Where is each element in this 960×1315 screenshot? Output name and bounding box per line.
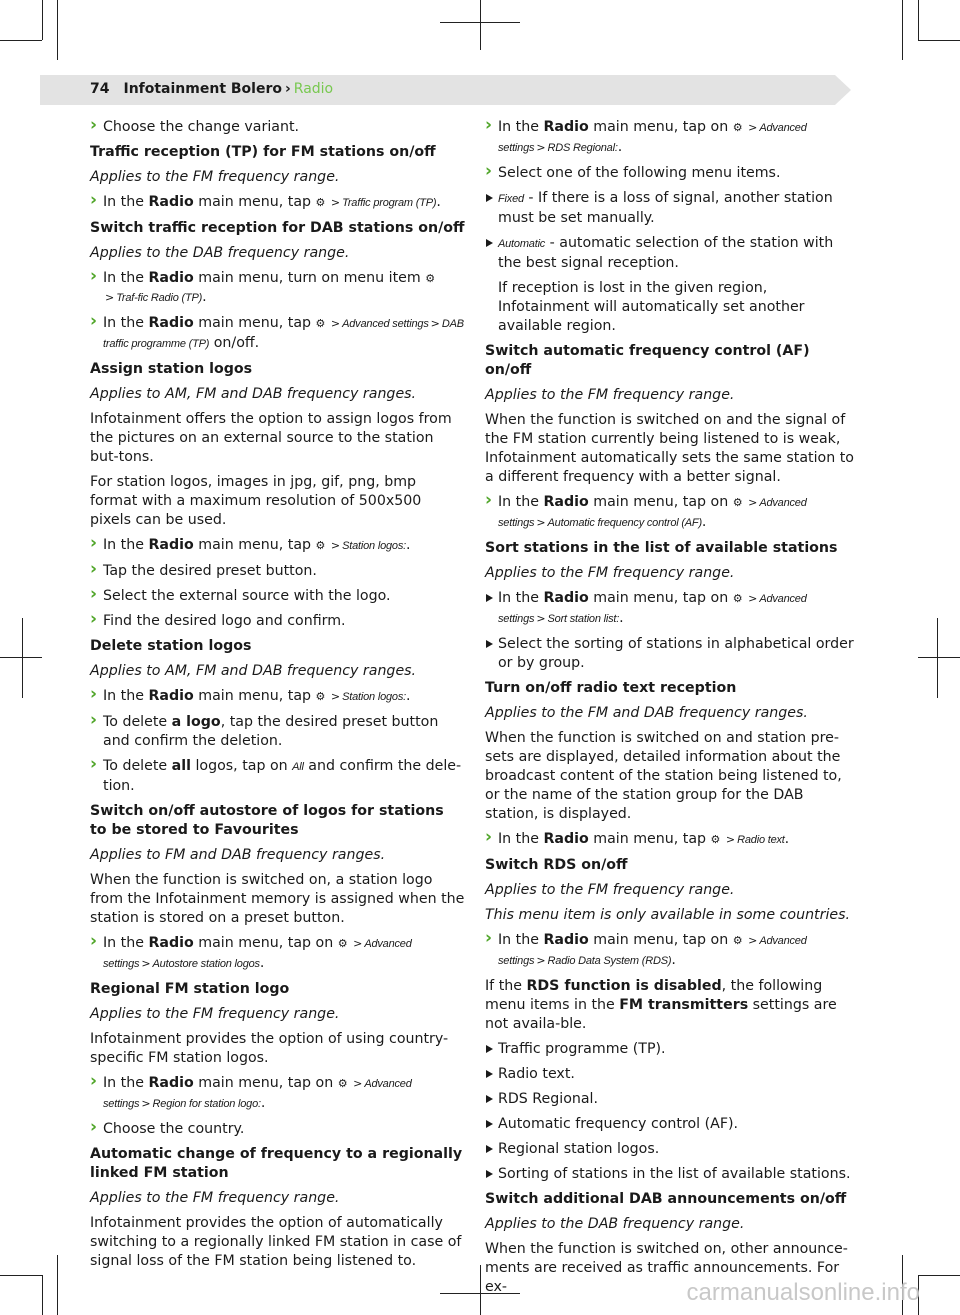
text-run: . [617, 139, 623, 155]
gear-icon: ⚙ [315, 690, 329, 703]
text-run: Find the desired logo and confirm. [103, 613, 346, 629]
applies-note [90, 385, 465, 404]
section-title: Infotainment Bolero [123, 81, 282, 97]
menu-item-label: Advanced settings [103, 1078, 412, 1110]
text-run: Applies to the FM frequency range. [485, 882, 735, 898]
text-run: Choose the country. [103, 1121, 245, 1137]
bold-term: Radio [543, 932, 589, 948]
menu-item-label: Advanced settings [342, 318, 429, 330]
text-run: . [202, 289, 207, 305]
section-heading [90, 360, 465, 379]
paragraph [90, 871, 465, 928]
text-run: , the following menu items in the [485, 978, 823, 1013]
text-run: If the [485, 978, 527, 994]
section-heading [90, 802, 465, 840]
gear-icon: ⚙ [315, 196, 329, 209]
applies-note [485, 564, 860, 583]
bold-term: Radio [543, 831, 589, 847]
text-run: . [619, 610, 624, 626]
bullet-item [485, 1040, 860, 1059]
paragraph [90, 410, 465, 467]
bold-term: all [171, 758, 191, 774]
right-column [485, 118, 860, 1303]
menu-item-label: Automatic frequency control (AF) [547, 517, 702, 529]
crop-mark [0, 40, 42, 41]
instruction-step [90, 269, 465, 308]
text-run: Applies to AM, FM and DAB frequency ranges. [90, 663, 417, 679]
text-run: main menu, tap [193, 537, 316, 553]
text-run: In the [103, 194, 149, 210]
instruction-step [90, 757, 465, 796]
running-header [90, 81, 333, 97]
text-run: Automatic frequency control (AF). [498, 1116, 739, 1132]
menu-item-label: Advanced settings [498, 593, 807, 625]
crop-mark [57, 0, 58, 60]
applies-note [90, 662, 465, 681]
text-run: Applies to AM, FM and DAB frequency ranges. [90, 386, 417, 402]
applies-note [90, 244, 465, 263]
bold-term: Radio [148, 270, 194, 286]
text-run: main menu, tap on [588, 119, 733, 135]
crop-mark [42, 0, 43, 40]
crop-mark [440, 22, 520, 23]
text-run: Regional station logos. [498, 1141, 660, 1157]
breadcrumb-separator: › [285, 81, 291, 97]
section-heading [485, 856, 860, 875]
text-run: Turn on/off radio text reception [485, 680, 737, 696]
bullet-item [485, 635, 860, 673]
menu-item-label: Automatic [498, 238, 546, 250]
instruction-step [485, 493, 860, 533]
menu-item-label: Station logos: [342, 540, 406, 552]
menu-arrow-icon: > [748, 934, 758, 947]
watermark: carmanualsonline.info [686, 1279, 920, 1306]
bold-term: Radio [543, 494, 589, 510]
gear-icon: ⚙ [732, 496, 747, 509]
instruction-step [90, 118, 465, 137]
menu-arrow-icon: > [141, 957, 151, 970]
section-heading [485, 1190, 860, 1209]
applies-note [90, 168, 465, 187]
text-run: Switch additional DAB announcements on/off [485, 1191, 847, 1207]
text-run: main menu, tap on [588, 590, 733, 606]
menu-arrow-icon: > [748, 121, 758, 134]
text-run: . [259, 955, 265, 971]
text-run: Infotainment offers the option to assign logos from the pictures on an external source to the station but-tons. [90, 411, 452, 465]
crop-mark [22, 618, 23, 698]
text-run: To delete [103, 758, 172, 774]
bold-term: RDS function is disabled [526, 978, 722, 994]
bullet-item [485, 234, 860, 273]
section-heading [485, 679, 860, 698]
text-run: main menu, tap on [588, 932, 733, 948]
menu-arrow-icon: > [725, 833, 736, 846]
text-run: Applies to the FM frequency range. [90, 1006, 340, 1022]
section-heading [90, 1145, 465, 1183]
text-run: When the function is switched on and station pre-sets are displayed, detailed information about the broadcast content of the station being listened to, or the name of the station group for the DAB station, is displayed. [485, 730, 842, 822]
menu-item-label: DAB traffic programme (TP) [103, 318, 464, 350]
paragraph [485, 729, 860, 824]
text-run: . [671, 952, 676, 968]
left-column [90, 118, 465, 1277]
instruction-step [485, 931, 860, 971]
bold-term: Radio [148, 537, 194, 553]
text-run: . [405, 537, 411, 553]
applies-note [485, 881, 860, 900]
gear-icon: ⚙ [337, 1077, 352, 1090]
text-run: Switch on/off autostore of logos for stations to be stored to Favourites [90, 803, 444, 838]
menu-item-label: Traf-fic Radio (TP) [116, 292, 203, 304]
section-heading [485, 539, 860, 558]
crop-mark [937, 618, 938, 698]
text-run: . [260, 1095, 266, 1111]
text-run: Infotainment provides the option of automatically switching to a regionally linked FM station in case of signal loss of the FM station being listened to. [90, 1215, 462, 1269]
crop-mark [480, 0, 481, 50]
applies-note [90, 846, 465, 865]
menu-arrow-icon: > [536, 516, 546, 529]
text-run: logos, tap on [190, 758, 293, 774]
crop-mark [57, 1255, 58, 1315]
menu-item-label: Radio Data System (RDS) [547, 955, 672, 967]
text-run: main menu, tap [193, 315, 316, 331]
text-run: This menu item is only available in some countries. [485, 907, 851, 923]
text-run: Traffic reception (TP) for FM stations on/off [90, 144, 436, 160]
text-run: . [405, 688, 411, 704]
crop-mark [0, 1275, 42, 1276]
text-run: . [436, 194, 441, 210]
applies-note [485, 704, 860, 723]
gear-icon: ⚙ [315, 539, 329, 552]
bullet-item [485, 189, 860, 228]
text-run: Regional FM station logo [90, 981, 290, 997]
menu-arrow-icon: > [536, 141, 546, 154]
section-heading [485, 342, 860, 380]
text-run: Switch automatic frequency control (AF) on/off [485, 343, 810, 378]
indented-note [485, 279, 860, 336]
text-run: main menu, tap [588, 831, 711, 847]
text-run: Select one of the following menu items. [498, 165, 781, 181]
menu-arrow-icon: > [330, 690, 341, 703]
menu-item-label: Fixed [498, 193, 524, 205]
applies-note [485, 386, 860, 405]
text-run: RDS Regional. [498, 1091, 599, 1107]
menu-arrow-icon: > [141, 1097, 151, 1110]
paragraph [90, 473, 465, 530]
applies-note [485, 1215, 860, 1234]
text-run: Delete station logos [90, 638, 252, 654]
text-run: . [784, 831, 790, 847]
menu-item-label: Advanced settings [498, 497, 807, 529]
bold-term: FM transmitters [619, 997, 749, 1013]
instruction-step [485, 830, 860, 850]
text-run: For station logos, images in jpg, gif, png, bmp format with a maximum resolution of 500x500 pixels can be used. [90, 474, 422, 528]
bullet-item [485, 1165, 860, 1184]
text-run: Applies to the FM frequency range. [485, 565, 735, 581]
applies-note [90, 1005, 465, 1024]
text-run: Traffic programme (TP). [498, 1041, 666, 1057]
text-run: , tap the desired preset button and confirm the deletion. [103, 714, 439, 749]
section-heading [90, 219, 465, 238]
text-run: Sorting of stations in the list of available stations. [498, 1166, 851, 1182]
text-run: main menu, tap [193, 194, 316, 210]
crop-mark [0, 657, 42, 658]
text-run: main menu, turn on menu item [193, 270, 426, 286]
instruction-step [485, 118, 860, 158]
text-run: main menu, tap on [193, 935, 338, 951]
text-run: When the function is switched on, a station logo from the Infotainment memory is assigned when the station is stored on a preset button. [90, 872, 465, 926]
text-run: Select the sorting of stations in alphabetical order or by group. [498, 636, 854, 671]
text-run: In the [498, 494, 544, 510]
text-run: In the [498, 831, 544, 847]
menu-item-label: Traffic program (TP) [342, 197, 437, 209]
text-run: Assign station logos [90, 361, 253, 377]
paragraph [90, 1030, 465, 1068]
text-run: In the [103, 688, 149, 704]
bold-term: Radio [543, 119, 589, 135]
text-run: Tap the desired preset button. [103, 563, 317, 579]
crop-mark [918, 657, 960, 658]
crop-mark [42, 1275, 43, 1315]
bold-term: Radio [148, 688, 194, 704]
menu-item-label: Station logos: [342, 691, 406, 703]
menu-item-label: Autostore station logos [152, 958, 260, 970]
text-run: In the [498, 119, 544, 135]
text-run: Applies to the DAB frequency range. [90, 245, 350, 261]
text-run: In the [498, 932, 544, 948]
instruction-step [90, 587, 465, 606]
text-run: When the function is switched on and the signal of the FM station currently being listened to is weak, Infotainment automatically sets the same station to a different frequency with a better signal. [485, 412, 854, 485]
gear-icon: ⚙ [732, 934, 747, 947]
applies-note [90, 1189, 465, 1208]
bullet-item [485, 1065, 860, 1084]
text-run: Choose the change variant. [103, 119, 300, 135]
menu-arrow-icon: > [430, 317, 440, 330]
text-run: If reception is lost in the given region, Infotainment will automatically set another available region. [498, 280, 805, 334]
instruction-step [90, 687, 465, 707]
instruction-step [90, 536, 465, 556]
menu-item-label: Advanced settings [498, 935, 807, 967]
section-heading [90, 637, 465, 656]
crop-mark [902, 0, 903, 60]
bold-term: Radio [148, 1075, 194, 1091]
paragraph [485, 411, 860, 487]
gear-icon: ⚙ [337, 937, 352, 950]
text-run: Applies to the FM frequency range. [485, 387, 735, 403]
gear-icon: ⚙ [732, 592, 747, 605]
menu-arrow-icon: > [330, 196, 341, 209]
header-bar-tip [835, 75, 851, 105]
text-run: In the [103, 270, 149, 286]
instruction-step [90, 934, 465, 974]
menu-item-label: Advanced settings [498, 122, 807, 154]
bullet-item [485, 1140, 860, 1159]
bold-term: Radio [543, 590, 589, 606]
menu-item-label: RDS Regional: [547, 142, 618, 154]
text-run: main menu, tap [193, 688, 316, 704]
applies-note [485, 906, 860, 925]
text-run: In the [103, 1075, 149, 1091]
instruction-step [90, 314, 465, 354]
text-run: When the function is switched on, other announce-ments are received as traffic announcements. For ex- [485, 1241, 848, 1295]
menu-arrow-icon: > [105, 291, 115, 304]
text-run: Radio text. [498, 1066, 575, 1082]
text-run: Switch RDS on/off [485, 857, 628, 873]
menu-arrow-icon: > [748, 496, 758, 509]
paragraph [90, 1214, 465, 1271]
menu-arrow-icon: > [353, 937, 363, 950]
instruction-step [90, 193, 465, 213]
bold-term: Radio [148, 315, 194, 331]
menu-arrow-icon: > [353, 1077, 363, 1090]
text-run: settings are not availa-ble. [485, 997, 837, 1032]
text-run: In the [103, 537, 149, 553]
bold-term: Radio [148, 935, 194, 951]
menu-arrow-icon: > [748, 592, 758, 605]
text-run: Applies to the FM frequency range. [90, 169, 340, 185]
gear-icon: ⚙ [710, 833, 724, 846]
text-run: . [701, 514, 707, 530]
instruction-step [90, 1074, 465, 1114]
crop-mark [918, 1275, 960, 1276]
text-run: In the [103, 935, 149, 951]
bold-term: Radio [148, 194, 194, 210]
text-run: main menu, tap on [588, 494, 733, 510]
text-run: Infotainment provides the option of using country-specific FM station logos. [90, 1031, 449, 1066]
bullet-item [485, 1115, 860, 1134]
instruction-step [90, 562, 465, 581]
instruction-step [90, 713, 465, 751]
menu-item-label: Advanced settings [103, 938, 412, 970]
text-run: Sort stations in the list of available stations [485, 540, 838, 556]
text-run: Select the external source with the logo. [103, 588, 391, 604]
bullet-item [485, 1090, 860, 1109]
section-heading [90, 143, 465, 162]
text-run: on/off. [209, 335, 260, 351]
text-run: and confirm the dele-tion. [103, 758, 462, 794]
text-run: Automatic change of frequency to a regionally linked FM station [90, 1146, 463, 1181]
menu-arrow-icon: > [536, 954, 546, 967]
menu-item-label: Radio text [737, 834, 785, 846]
gear-icon: ⚙ [732, 121, 747, 134]
text-run: Applies to the DAB frequency range. [485, 1216, 745, 1232]
crop-mark [918, 0, 919, 40]
menu-arrow-icon: > [330, 539, 341, 552]
menu-arrow-icon: > [330, 317, 341, 330]
menu-item-label: All [292, 761, 304, 773]
breadcrumb-current: Radio [293, 81, 334, 97]
text-run: To delete [103, 714, 172, 730]
crop-mark [918, 40, 960, 41]
text-run: Applies to FM and DAB frequency ranges. [90, 847, 386, 863]
menu-item-label: Region for station logo: [152, 1098, 261, 1110]
instruction-step [90, 612, 465, 631]
menu-item-label: Sort station list: [547, 613, 620, 625]
crop-mark [480, 1265, 481, 1315]
text-run: - automatic selection of the station with the best signal reception. [498, 235, 834, 271]
text-run: In the [103, 315, 149, 331]
instruction-step [90, 1120, 465, 1139]
instruction-step [485, 164, 860, 183]
section-heading [90, 980, 465, 999]
text-run: - If there is a loss of signal, another station must be set manually. [498, 190, 833, 226]
bullet-item [485, 589, 860, 629]
text-run: Applies to the FM and DAB frequency ranges. [485, 705, 808, 721]
gear-icon: ⚙ [315, 317, 329, 330]
menu-arrow-icon: > [536, 612, 546, 625]
text-run: main menu, tap on [193, 1075, 338, 1091]
page-number: 74 [90, 81, 110, 97]
text-run: Applies to the FM frequency range. [90, 1190, 340, 1206]
bold-term: a logo [171, 714, 221, 730]
text-run: In the [498, 590, 544, 606]
paragraph [485, 977, 860, 1034]
gear-icon: ⚙ [425, 272, 436, 285]
text-run: Switch traffic reception for DAB stations on/off [90, 220, 465, 236]
